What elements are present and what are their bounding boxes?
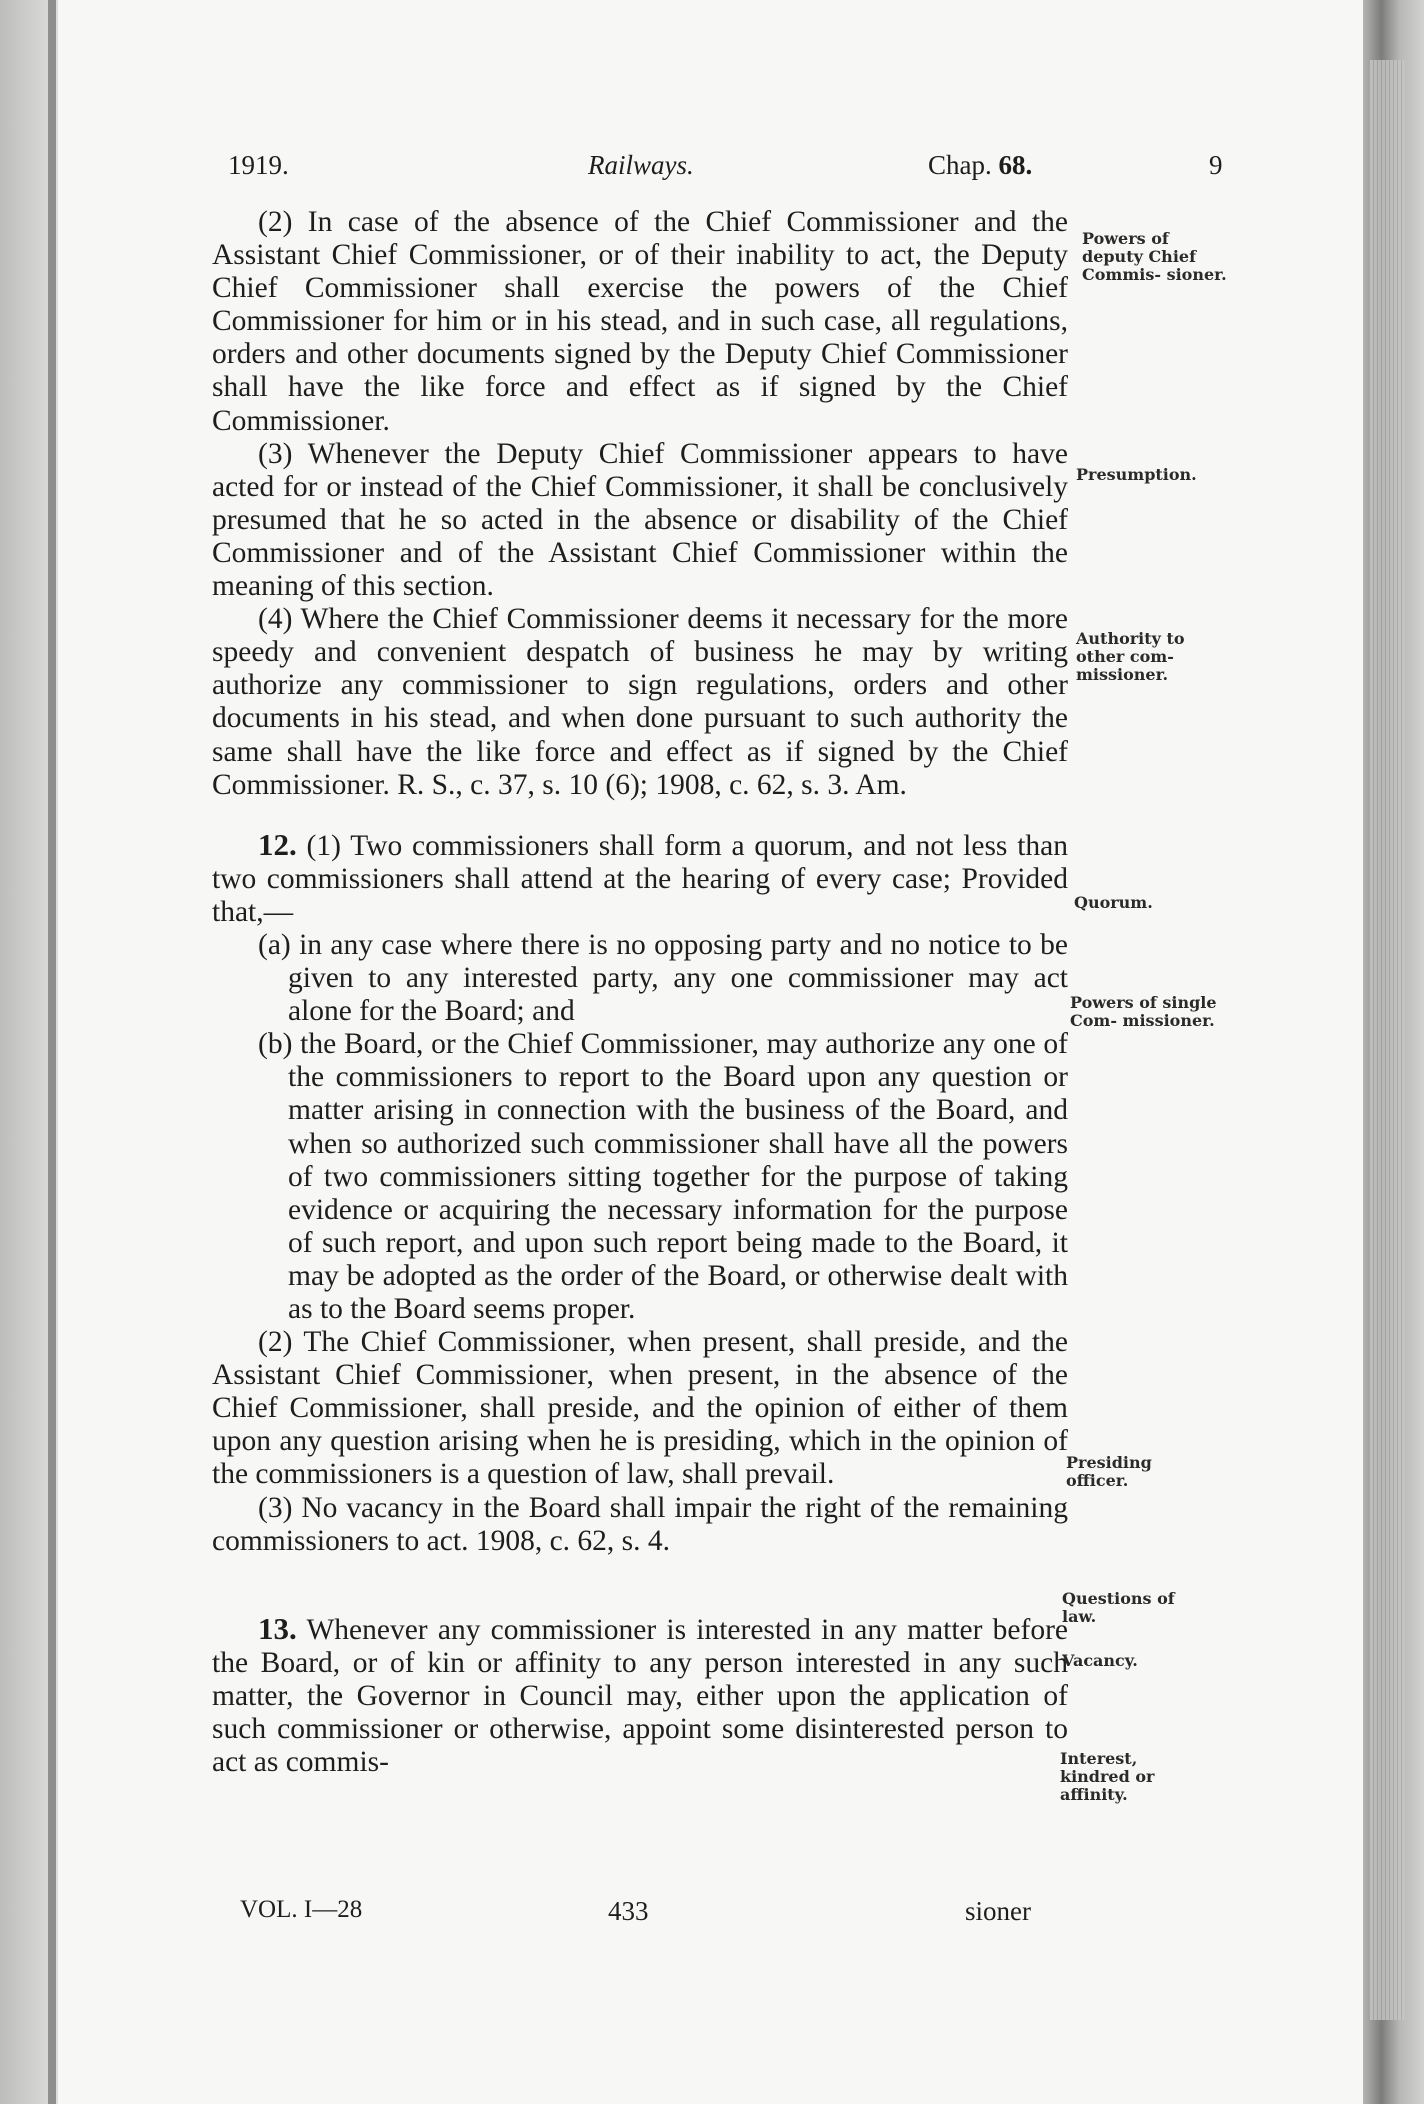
- paragraph-4: (4) Where the Chief Commissioner deems it necessary for the more speedy and convenient despatch of business he may by writing authorize any commissioner to sign regulations, orders and other documents in his stead, and when done pursuant to such authority the same shall have the like force and effect as if signed by the Chief Commissioner. R. S., c. 37, s. 10 (6); 1908, c. 62, s. 3. Am.: [212, 603, 1068, 801]
- right-page-edges: [1363, 0, 1424, 2104]
- section-13-text: Whenever any commissioner is interested in any matter before the Board, or of kin or affinity to any person interested in any such matter, the Governor in Council may, either upon the application of such commissioner or otherwise, appoint some disinterested person to act as commis-: [212, 1613, 1069, 1779]
- main-text: [212, 206, 1068, 1779]
- header-year: 1919.: [228, 150, 289, 180]
- section-12-text: (1) Two commissioners shall form a quorum, and not less than two commissioners shall attend at the hearing of every case; Provided that,—: [212, 829, 1068, 928]
- left-gutter: [0, 0, 58, 2104]
- section-12-item-a: (a) in any case where there is no opposing party and no notice to be given to any interested party, any one commissioner may act alone for the Board; and: [258, 928, 1068, 1028]
- page-fore-edge: [1369, 60, 1405, 2020]
- section-12-item-b: (b) the Board, or the Chief Commissioner, may authorize any one of the commissioners to report to the Board upon any question or matter arising in connection with the business of the Board, and when so authorized such commissioner shall have all the powers of two commissioners sitting together for the purpose of taking evidence or acquiring the necessary information for the purpose of such report, and upon such report being made to the Board, it may be adopted as the order of the Board, or otherwise dealt with as to the Board seems proper.: [258, 1028, 1068, 1325]
- section-12-number: 12.: [258, 826, 297, 862]
- section-12-intro: [212, 828, 1068, 929]
- footer-catchword: sioner: [965, 1896, 1031, 1926]
- footer-page-number: 433: [608, 1896, 649, 1926]
- footer-volume: VOL. I—28: [240, 1896, 363, 1923]
- paragraph-2: (2) In case of the absence of the Chief Commissioner and the Assistant Chief Commissioner, or of their inability to act, the Deputy Chief Commissioner shall exercise the powers of the Chief Commissioner for him or in his stead, and in such case, all regulations, orders and other documents signed by the Deputy Chief Commissioner shall have the like force and effect as if signed by the Chief Commissioner.: [212, 206, 1068, 437]
- header-chapter: [928, 150, 1032, 181]
- page-footer: [240, 1896, 1060, 1932]
- left-binding-strip: [48, 0, 56, 2104]
- side-note-presiding: Presiding officer.: [1066, 1453, 1152, 1490]
- header-title: Railways.: [588, 150, 694, 180]
- side-note-powers-single: Powers of single Com- missioner.: [1070, 993, 1217, 1030]
- section-13: [212, 1612, 1068, 1779]
- section-13-number: 13.: [258, 1610, 297, 1646]
- page-number: 9: [1209, 150, 1223, 180]
- side-note-interest: Interest, kindred or affinity.: [1060, 1749, 1155, 1804]
- side-note-authority: Authority to other com- missioner.: [1076, 629, 1185, 684]
- section-12-sub-3: (3) No vacancy in the Board shall impair the right of the remaining commissioners to act. 1908, c. 62, s. 4.: [212, 1491, 1068, 1557]
- side-note-presumption: Presumption.: [1076, 465, 1197, 484]
- section-12-sub-2: (2) The Chief Commissioner, when present, shall preside, and the Assistant Chief Commissioner, when present, in the absence of the Chief Commissioner, shall preside, and the opinion of either of them upon any question arising when he is presiding, which in the opinion of the commissioners is a question of law, shall prevail.: [212, 1326, 1068, 1491]
- side-note-quorum: Quorum.: [1074, 893, 1153, 912]
- chapter-prefix: Chap.: [928, 150, 992, 180]
- side-note-vacancy: Vacancy.: [1062, 1651, 1138, 1670]
- side-note-powers-deputy: Powers of deputy Chief Commis- sioner.: [1082, 229, 1227, 284]
- side-note-questions-of-law: Questions of law.: [1062, 1589, 1175, 1626]
- chapter-number: 68.: [998, 150, 1033, 180]
- paragraph-3: (3) Whenever the Deputy Chief Commissioner appears to have acted for or instead of the Chief Commissioner, it shall be conclusively presumed that he so acted in the absence or disability of the Chief Commissioner and of the Assistant Chief Commissioner within the meaning of this section.: [212, 437, 1068, 603]
- running-header: [228, 150, 1228, 190]
